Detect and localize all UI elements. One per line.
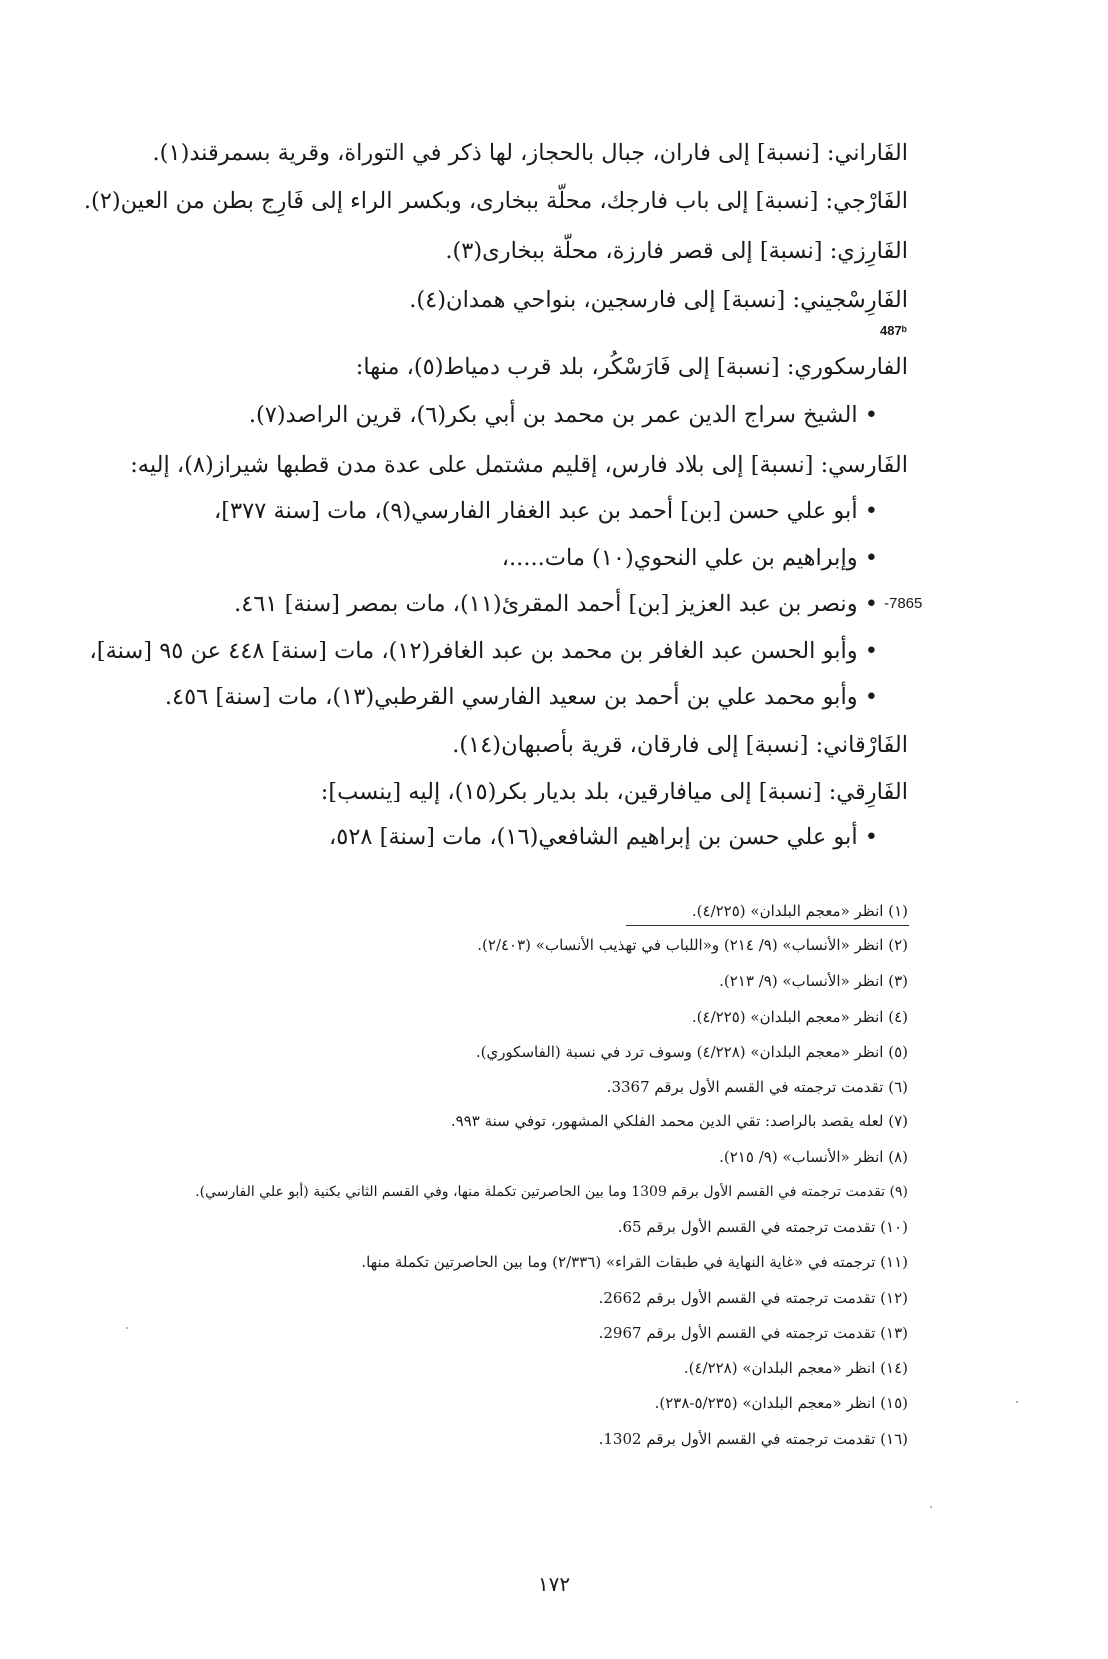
entry-alfarisi: الفَارسي: [نسبة] إلى بلاد فارس، إقليم مشتمل على عدة مدن قطبها شيراز(٨)، إليه: (130, 452, 908, 478)
footnote: (٣) انظر «الأنساب» (٩/ ٢١٣). (719, 972, 908, 990)
entry-item: • أبو علي حسن [بن] أحمد بن عبد الغفار الفارسي(٩)، مات [سنة ٣٧٧]، (214, 498, 878, 524)
entry-alfarqani: الفَارْقاني: [نسبة] إلى فارقان، قرية بأصبهان(١٤). (452, 732, 908, 758)
page-number: ١٧٢ (537, 1572, 571, 1596)
entry-alfarisjini: الفَارِسْجيني: [نسبة] إلى فارسجين، بنواحي همدان(٤). (409, 287, 908, 313)
footnote: (١٠) تقدمت ترجمته في القسم الأول برقم 65. (617, 1218, 908, 1236)
footnote: (٦) تقدمت ترجمته في القسم الأول برقم 3367. (606, 1078, 908, 1096)
footnote: (٩) تقدمت ترجمته في القسم الأول برقم 1309 وما بين الحاصرتين تكملة منها، وفي القسم الثاني بكنية (أبو علي الفارسي). (195, 1184, 908, 1200)
entry-alfariskuri: الفارسكوري: [نسبة] إلى فَارَسْكُر، بلد قرب دمياط(٥)، منها: (355, 354, 908, 380)
footnote: (١١) ترجمته في «غاية النهاية في طبقات القراء» (٢/٣٣٦) وما بين الحاصرتين تكملة منها. (361, 1253, 908, 1271)
entry-item: • الشيخ سراج الدين عمر بن محمد بن أبي بكر(٦)، قرين الراصد(٧). (248, 402, 878, 428)
footnote: (١٣) تقدمت ترجمته في القسم الأول برقم 2967. (598, 1324, 908, 1342)
entry-alfariqi: الفَارِقي: [نسبة] إلى ميافارقين، بلد بديار بكر(١٥)، إليه [ينسب]: (320, 779, 908, 805)
scan-speck (126, 1327, 128, 1329)
footnote: (٨) انظر «الأنساب» (٩/ ٢١٥). (719, 1148, 908, 1166)
entry-alfarizi: الفَارِزي: [نسبة] إلى قصر فارزة، محلّة ببخارى(٣). (445, 238, 908, 264)
entry-item: • وإبراهيم بن علي النحوي(١٠) مات.....، (501, 545, 878, 571)
entry-item: • وأبو محمد علي بن أحمد بن سعيد الفارسي القرطبي(١٣)، مات [سنة] ٤٥٦. (164, 684, 878, 710)
footnote-separator (626, 925, 909, 926)
footnote: (٢) انظر «الأنساب» (٩/ ٢١٤) و«اللباب في تهذيب الأنساب» (٢/٤٠٣). (477, 936, 908, 954)
entry-item: • ونصر بن عبد العزيز [بن] أحمد المقرئ(١١)، مات بمصر [سنة] ٤٦١. (234, 591, 878, 617)
footnote: (١٤) انظر «معجم البلدان» (٤/٢٢٨). (683, 1359, 908, 1377)
footnote: (١٥) انظر «معجم البلدان» (٥/٢٣٥-٢٣٨). (654, 1394, 908, 1412)
footnote: (١٦) تقدمت ترجمته في القسم الأول برقم 1302. (598, 1430, 908, 1448)
entry-alfarji: الفَارْجي: [نسبة] إلى باب فارجك، محلّة ببخارى، وبكسر الراء إلى فَارِج بطن من العين(٢). (83, 188, 908, 214)
footnote: (١) انظر «معجم البلدان» (٤/٢٢٥). (691, 902, 908, 920)
entry-alfarani: الفَاراني: [نسبة] إلى فاران، جبال بالحجاز، لها ذكر في التوراة، وقرية بسمرقند(١). (152, 140, 908, 166)
entry-item: • أبو علي حسن بن إبراهيم الشافعي(١٦)، مات [سنة] ٥٢٨، (329, 824, 878, 850)
footnote: (٧) لعله يقصد بالراصد: تقي الدين محمد الفلكي المشهور، توفي سنة ٩٩٣. (450, 1112, 908, 1130)
margin-marker: 487ᵇ (880, 323, 907, 338)
scan-speck (930, 1506, 932, 1508)
footnote: (٤) انظر «معجم البلدان» (٤/٢٢٥). (691, 1008, 908, 1026)
footnote: (١٢) تقدمت ترجمته في القسم الأول برقم 2662. (598, 1289, 908, 1307)
scan-speck (1016, 1401, 1018, 1403)
footnote: (٥) انظر «معجم البلدان» (٤/٢٢٨) وسوف ترد في نسبة (الفاسكوري). (475, 1043, 908, 1061)
entry-item: • وأبو الحسن عبد الغافر بن محمد بن عبد الغافر(١٢)، مات [سنة] ٤٤٨ عن ٩٥ [سنة]، (89, 638, 878, 664)
margin-reference: -7865 (884, 595, 923, 612)
